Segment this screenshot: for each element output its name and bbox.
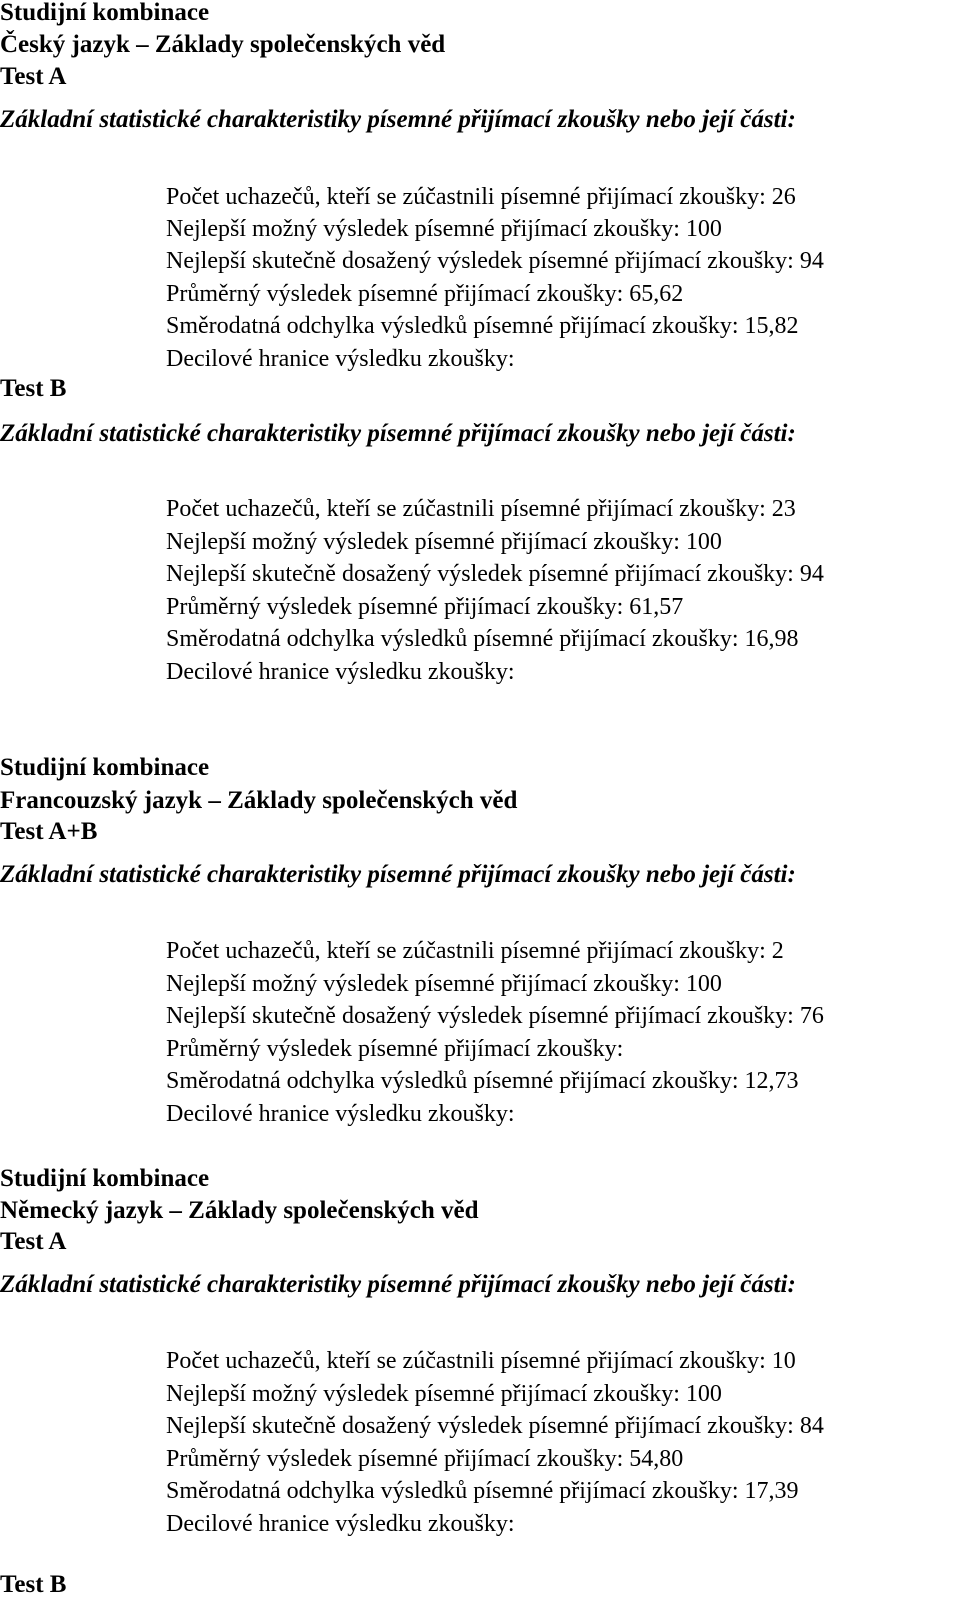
stat-deciles: Decilové hranice výsledku zkoušky: xyxy=(166,1511,515,1537)
test-label: Test A xyxy=(0,63,67,90)
stat-std-dev: Směrodatná odchylka výsledků písemné přijímací zkoušky: 15,82 xyxy=(166,313,799,339)
stats-heading: Základní statistické charakteristiky písemné přijímací zkoušky nebo její části: xyxy=(0,106,796,133)
section-heading: Studijní kombinace xyxy=(0,754,210,781)
stat-best-possible: Nejlepší možný výsledek písemné přijímací zkoušky: 100 xyxy=(166,216,722,242)
stat-participants: Počet uchazečů, kteří se zúčastnili písemné přijímací zkoušky: 26 xyxy=(166,184,796,210)
stat-deciles: Decilové hranice výsledku zkoušky: xyxy=(166,1101,515,1127)
combination-title: Německý jazyk – Základy společenských věd xyxy=(0,1197,479,1224)
stat-best-achieved: Nejlepší skutečně dosažený výsledek písemné přijímací zkoušky: 94 xyxy=(166,561,824,587)
test-label: Test A xyxy=(0,1228,67,1255)
combination-title: Francouzský jazyk – Základy společenských věd xyxy=(0,787,518,814)
stat-best-possible: Nejlepší možný výsledek písemné přijímací zkoušky: 100 xyxy=(166,1381,722,1407)
stat-std-dev: Směrodatná odchylka výsledků písemné přijímací zkoušky: 12,73 xyxy=(166,1068,799,1094)
stat-std-dev: Směrodatná odchylka výsledků písemné přijímací zkoušky: 17,39 xyxy=(166,1478,799,1504)
stats-heading: Základní statistické charakteristiky písemné přijímací zkoušky nebo její části: xyxy=(0,861,796,888)
stat-best-possible: Nejlepší možný výsledek písemné přijímací zkoušky: 100 xyxy=(166,529,722,555)
stat-best-achieved: Nejlepší skutečně dosažený výsledek písemné přijímací zkoušky: 84 xyxy=(166,1413,824,1439)
stat-best-achieved: Nejlepší skutečně dosažený výsledek písemné přijímací zkoušky: 76 xyxy=(166,1003,824,1029)
stat-deciles: Decilové hranice výsledku zkoušky: xyxy=(166,346,515,372)
stats-heading: Základní statistické charakteristiky písemné přijímací zkoušky nebo její části: xyxy=(0,1271,796,1298)
stats-heading: Základní statistické charakteristiky písemné přijímací zkoušky nebo její části: xyxy=(0,420,796,447)
stat-participants: Počet uchazečů, kteří se zúčastnili písemné přijímací zkoušky: 23 xyxy=(166,496,796,522)
stat-average: Průměrný výsledek písemné přijímací zkoušky: xyxy=(166,1036,624,1062)
stat-average: Průměrný výsledek písemné přijímací zkoušky: 54,80 xyxy=(166,1446,684,1472)
test-label: Test B xyxy=(0,375,67,402)
test-label: Test A+B xyxy=(0,818,98,845)
section-heading: Studijní kombinace xyxy=(0,0,210,26)
stat-participants: Počet uchazečů, kteří se zúčastnili písemné přijímací zkoušky: 10 xyxy=(166,1348,796,1374)
stat-average: Průměrný výsledek písemné přijímací zkoušky: 65,62 xyxy=(166,281,684,307)
stat-std-dev: Směrodatná odchylka výsledků písemné přijímací zkoušky: 16,98 xyxy=(166,626,799,652)
stat-deciles: Decilové hranice výsledku zkoušky: xyxy=(166,659,515,685)
stat-participants: Počet uchazečů, kteří se zúčastnili písemné přijímací zkoušky: 2 xyxy=(166,938,784,964)
stat-best-possible: Nejlepší možný výsledek písemné přijímací zkoušky: 100 xyxy=(166,971,722,997)
section-heading: Studijní kombinace xyxy=(0,1165,210,1192)
test-label: Test B xyxy=(0,1571,67,1598)
stat-best-achieved: Nejlepší skutečně dosažený výsledek písemné přijímací zkoušky: 94 xyxy=(166,248,824,274)
combination-title: Český jazyk – Základy společenských věd xyxy=(0,31,446,58)
stat-average: Průměrný výsledek písemné přijímací zkoušky: 61,57 xyxy=(166,594,684,620)
